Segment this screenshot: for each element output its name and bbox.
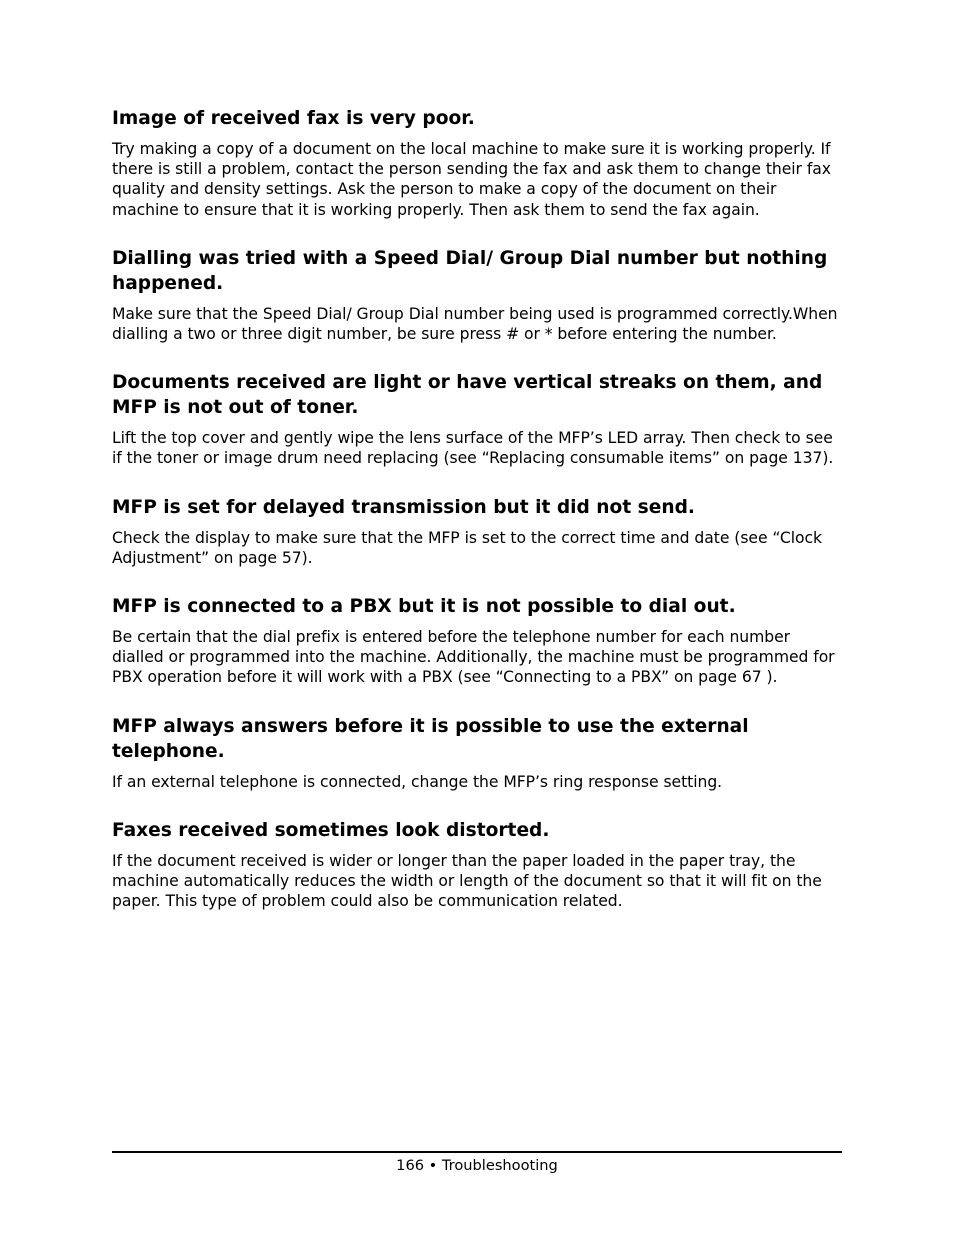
section-delayed-transmission bbox=[112, 495, 844, 568]
section-heading: MFP always answers before it is possible to use the external telephone. bbox=[112, 715, 749, 762]
section-external-telephone bbox=[112, 714, 844, 792]
section-body: Check the display to make sure that the MFP is set to the correct time and date (see “Clock Adjustment” on page 57). bbox=[112, 528, 822, 567]
section-light-streaks bbox=[112, 370, 844, 468]
section-body: Be certain that the dial prefix is entered before the telephone number for each number dialled or programmed into the machine. Additionally, the machine must be programmed for PBX operation before it will work with a PBX (see “Connecting to a PBX” on page 67 ). bbox=[112, 628, 835, 687]
section-pbx-dial-out bbox=[112, 594, 844, 688]
section-body: Lift the top cover and gently wipe the lens surface of the MFP’s LED array. Then check to see if the toner or image drum need replacing (see “Replacing consumable items” on page 137). bbox=[112, 429, 834, 468]
section-body: If an external telephone is connected, change the MFP’s ring response setting. bbox=[112, 772, 723, 791]
section-heading: Image of received fax is very poor. bbox=[112, 108, 475, 129]
footer-divider bbox=[112, 1151, 842, 1153]
section-body: Try making a copy of a document on the local machine to make sure it is working properly. If there is still a problem, contact the person sending the fax and ask them to change their fax quality and density settings. Ask the person to make a copy of the document on their machine to ensure that it is working properly. Then ask them to send the fax again. bbox=[112, 140, 831, 219]
section-heading: Dialling was tried with a Speed Dial/ Group Dial number but nothing happened. bbox=[112, 247, 828, 294]
page-footer: 166 • Troubleshooting bbox=[396, 1157, 558, 1174]
section-heading: Documents received are light or have vertical streaks on them, and MFP is not out of toner. bbox=[112, 372, 823, 419]
section-body: Make sure that the Speed Dial/ Group Dial number being used is programmed correctly.When dialling a two or three digit number, be sure press # or * before entering the number. bbox=[112, 304, 838, 344]
section-heading: MFP is set for delayed transmission but it did not send. bbox=[112, 496, 695, 518]
section-speed-dial bbox=[112, 246, 844, 344]
page-content bbox=[112, 106, 844, 937]
section-heading: MFP is connected to a PBX but it is not possible to dial out. bbox=[112, 596, 736, 618]
section-poor-fax-image bbox=[112, 106, 844, 220]
section-body: If the document received is wider or longer than the paper loaded in the paper tray, the machine automatically reduces the width or length of the document so that it will fit on the paper. This type of problem could also be communication related. bbox=[112, 851, 822, 911]
section-distorted-faxes bbox=[112, 818, 844, 912]
section-heading: Faxes received sometimes look distorted. bbox=[112, 819, 550, 841]
